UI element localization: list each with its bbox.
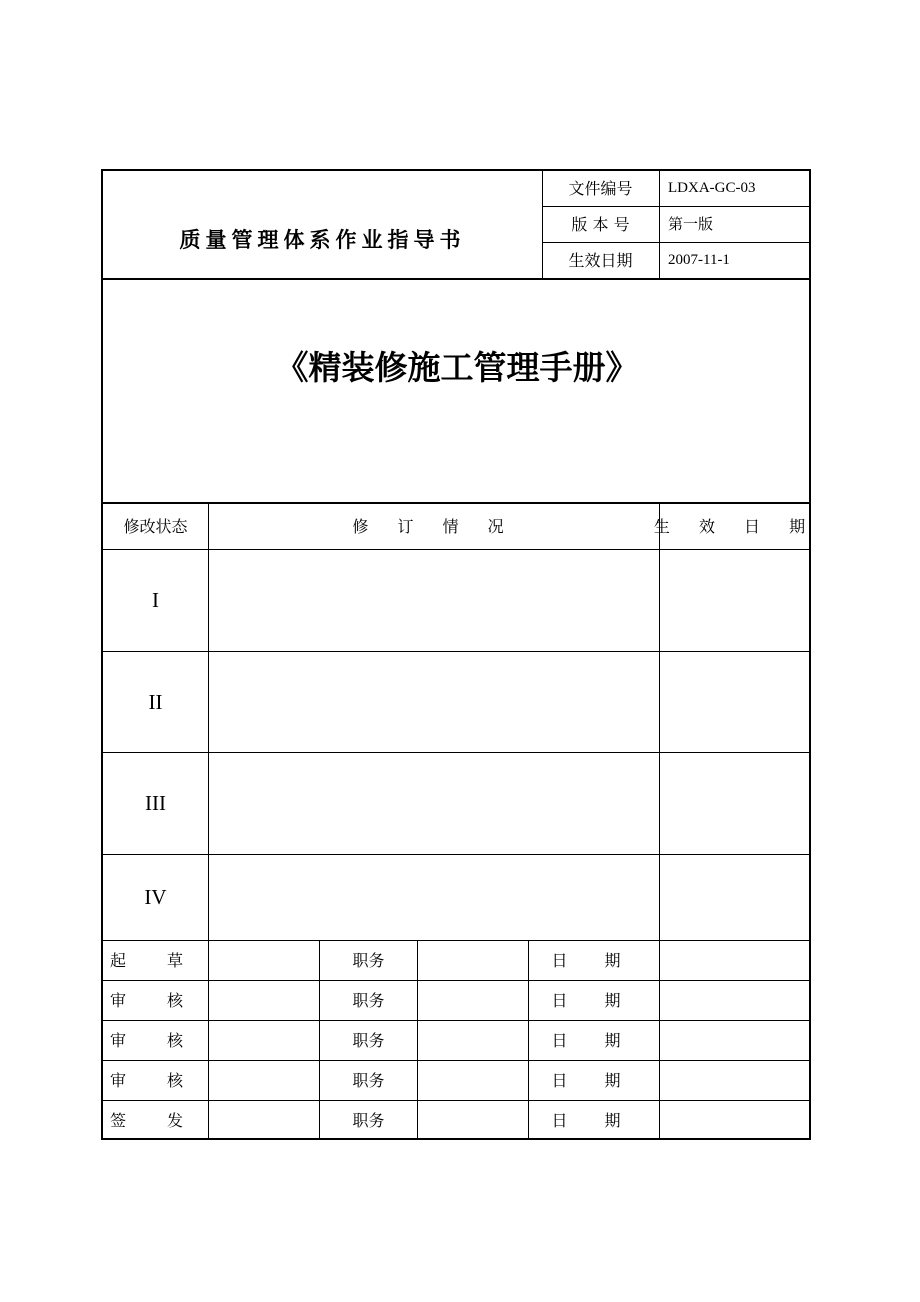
signoff-date-cell-5[interactable] — [660, 1101, 811, 1140]
revision-date-cell-1[interactable] — [660, 550, 811, 651]
revision-details-header: 修 订 情 况 — [352, 516, 516, 536]
document-type-heading: 质量管理体系作业指导书 — [179, 226, 466, 252]
revision-date-cell-3[interactable] — [660, 753, 811, 854]
revision-details-cell-3[interactable] — [209, 753, 659, 854]
revision-status-3: III — [145, 791, 166, 815]
signoff-position-label-3: 职务 — [352, 1030, 385, 1050]
signoff-role-3: 审 核 — [109, 1030, 202, 1050]
signoff-name-cell-2[interactable] — [209, 981, 319, 1020]
file-number-label: 文件编号 — [568, 178, 633, 198]
signoff-position-cell-2[interactable] — [418, 981, 528, 1020]
version-value: 第一版 — [668, 215, 714, 233]
effective-date-label: 生效日期 — [568, 250, 633, 270]
signoff-date-label-2: 日 期 — [551, 990, 637, 1010]
signoff-position-cell-1[interactable] — [418, 941, 528, 980]
signoff-date-cell-1[interactable] — [660, 941, 811, 980]
revision-date-cell-2[interactable] — [660, 652, 811, 752]
revision-details-cell-4[interactable] — [209, 855, 659, 940]
effective-date-value: 2007-11-1 — [668, 252, 730, 268]
revision-effective-date-header: 生 效 日 期 — [653, 516, 818, 536]
signoff-date-cell-3[interactable] — [660, 1021, 811, 1060]
signoff-role-2: 审 核 — [109, 990, 202, 1010]
document-sheet — [101, 169, 818, 1140]
signoff-position-label-4: 职务 — [352, 1070, 385, 1090]
file-number-value: LDXA-GC-03 — [668, 180, 756, 196]
signoff-position-cell-4[interactable] — [418, 1061, 528, 1100]
signoff-date-label-5: 日 期 — [551, 1110, 637, 1130]
signoff-position-label-5: 职务 — [352, 1110, 385, 1130]
signoff-date-cell-2[interactable] — [660, 981, 811, 1020]
signoff-date-label-3: 日 期 — [551, 1030, 637, 1050]
signoff-name-cell-5[interactable] — [209, 1101, 319, 1140]
revision-details-cell-1[interactable] — [209, 550, 659, 651]
revision-status-4: IV — [144, 885, 167, 909]
signoff-name-cell-4[interactable] — [209, 1061, 319, 1100]
revision-status-2: II — [148, 689, 163, 714]
document-title: 《精装修施工管理手册》 — [275, 347, 639, 387]
revision-date-cell-4[interactable] — [660, 855, 811, 940]
revision-status-1: I — [152, 588, 159, 612]
signoff-name-cell-3[interactable] — [209, 1021, 319, 1060]
signoff-position-label-2: 职务 — [352, 990, 385, 1010]
signoff-role-5: 签 发 — [109, 1110, 202, 1130]
header-bottom-line — [103, 278, 811, 280]
revision-status-header: 修改状态 — [123, 516, 188, 536]
signoff-name-cell-1[interactable] — [209, 941, 319, 980]
version-label: 版 本 号 — [571, 214, 630, 234]
signoff-position-cell-5[interactable] — [418, 1101, 528, 1140]
signoff-date-label-4: 日 期 — [551, 1070, 637, 1090]
signoff-role-4: 审 核 — [109, 1070, 202, 1090]
revision-details-cell-2[interactable] — [209, 652, 659, 752]
signoff-position-cell-3[interactable] — [418, 1021, 528, 1060]
signoff-date-label-1: 日 期 — [551, 950, 637, 970]
signoff-role-1: 起 草 — [109, 950, 202, 970]
signoff-position-label-1: 职务 — [352, 950, 385, 970]
signoff-date-cell-4[interactable] — [660, 1061, 811, 1100]
